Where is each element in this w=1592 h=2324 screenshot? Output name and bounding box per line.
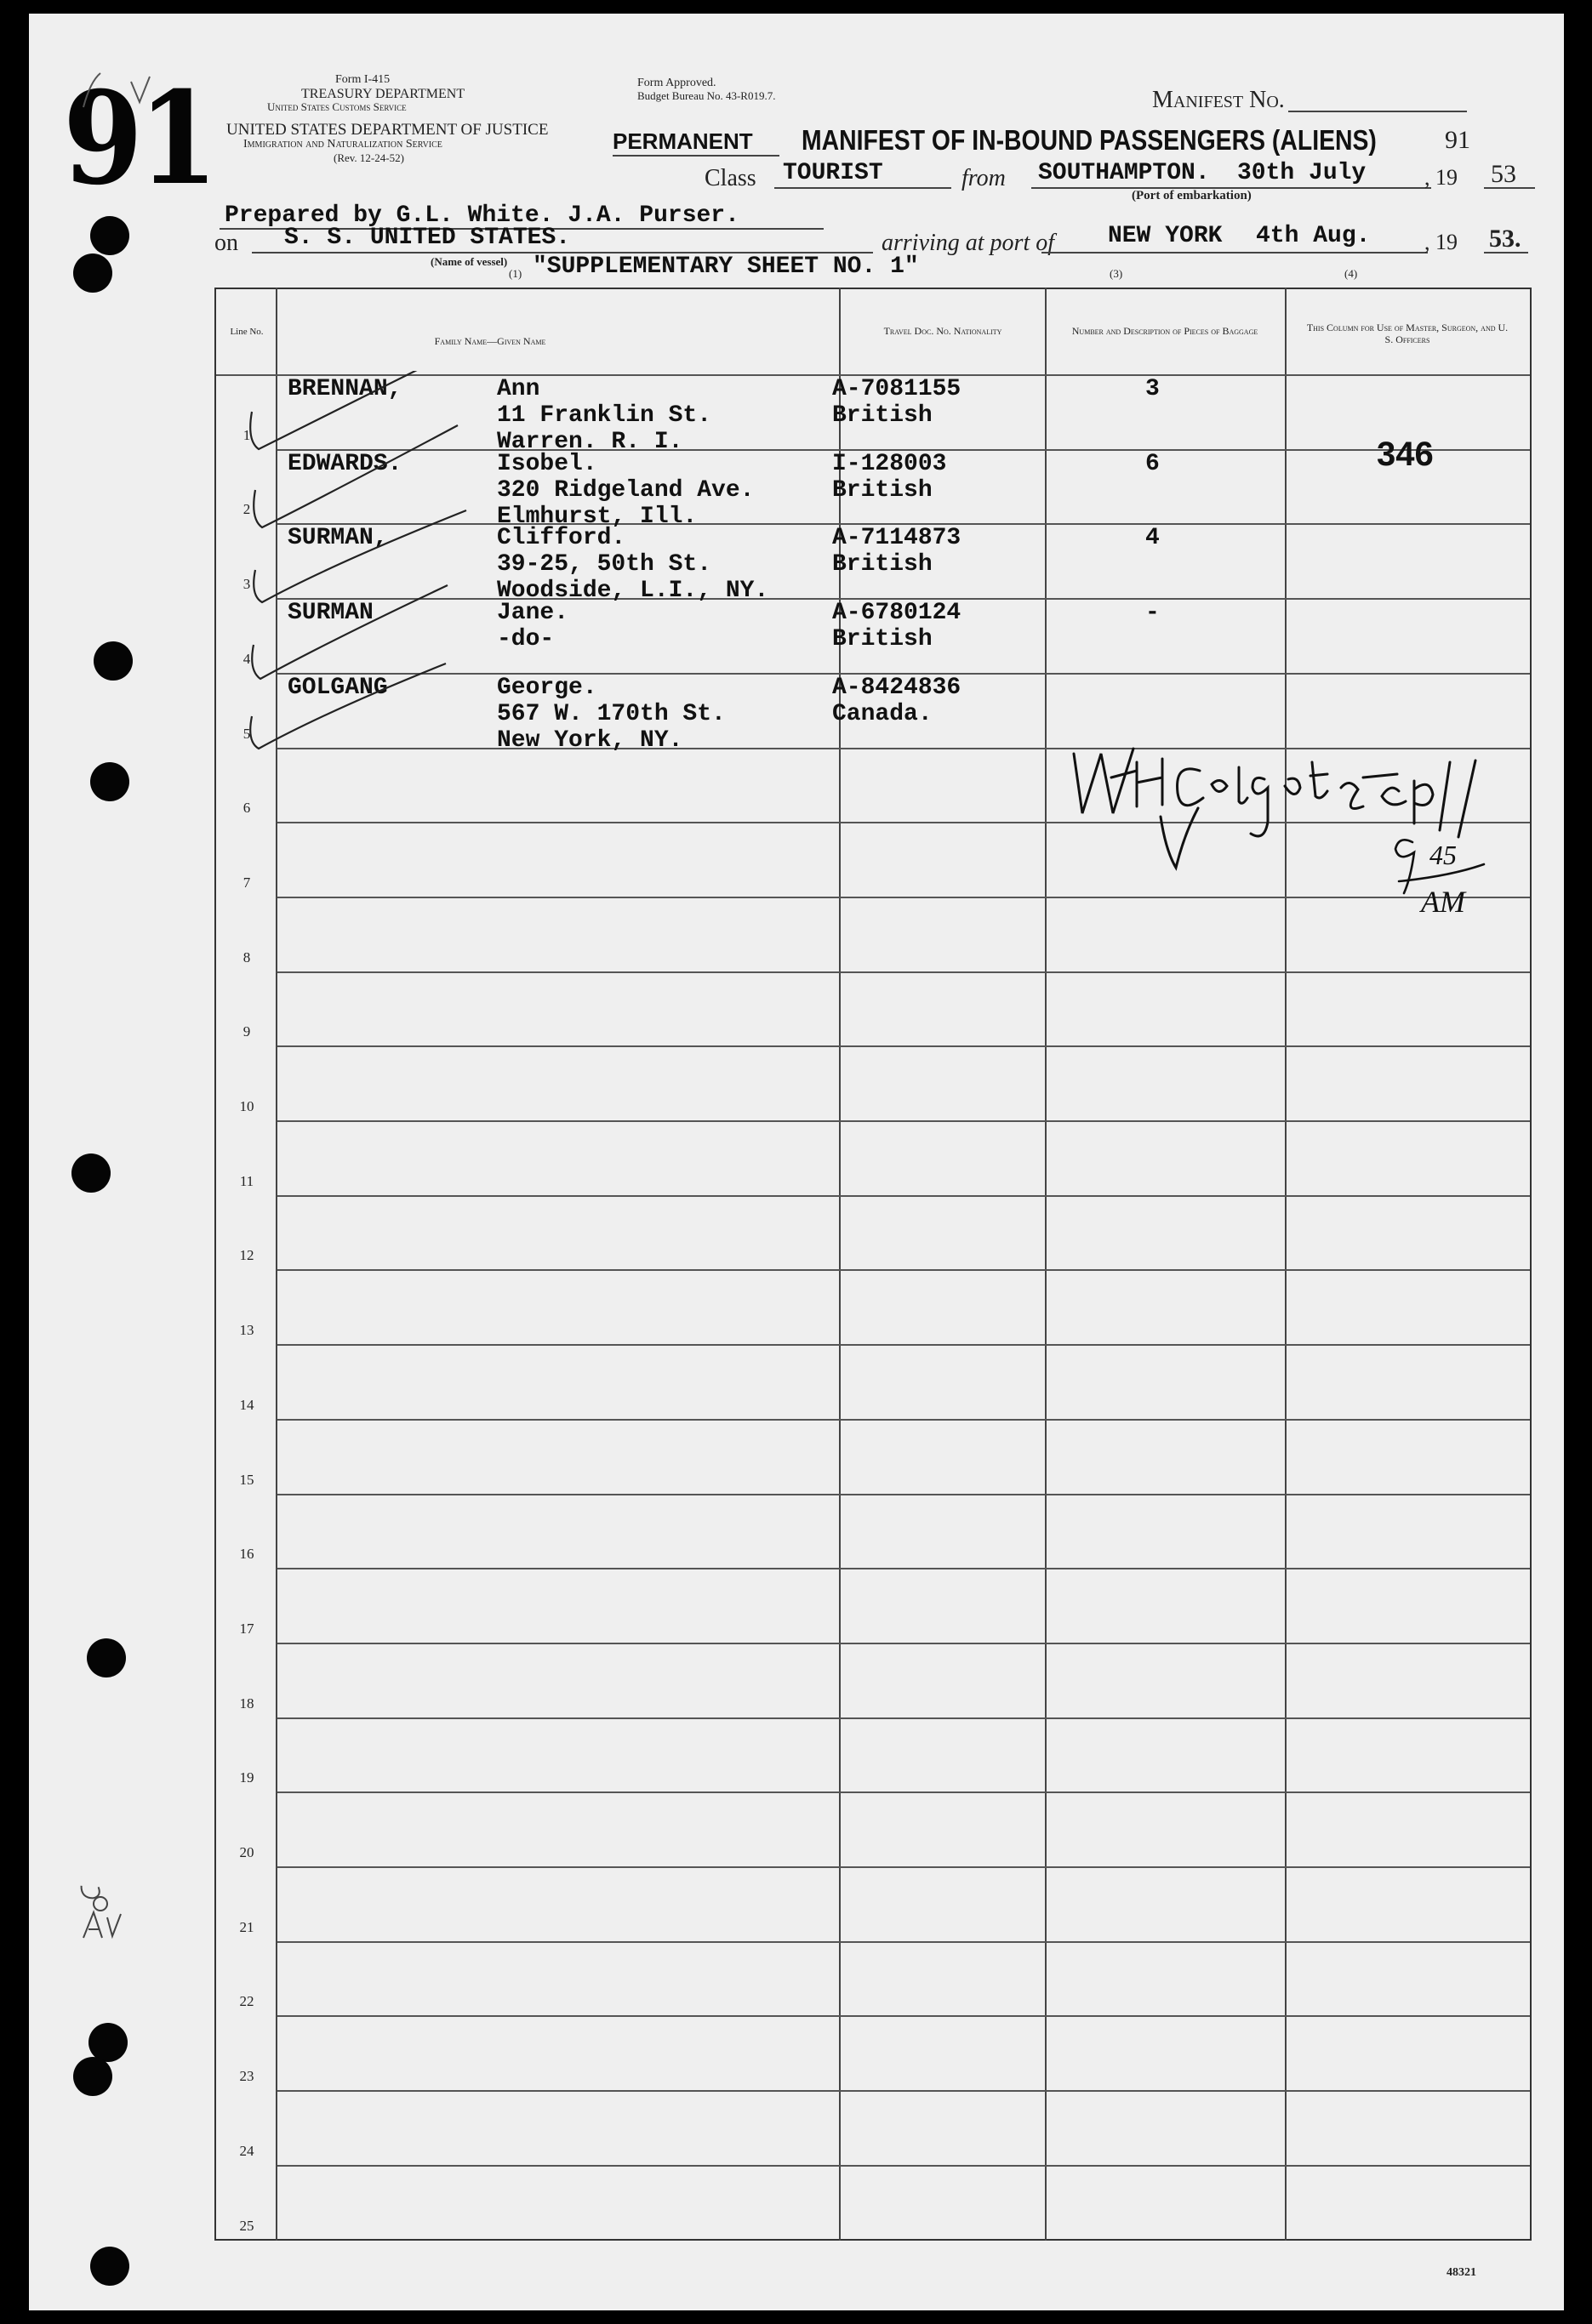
year-prefix: , 19 bbox=[1424, 165, 1458, 190]
row-number: 19 bbox=[239, 1769, 254, 1786]
title-number: 91 bbox=[1445, 126, 1470, 154]
passenger-nationality: Canada. bbox=[832, 700, 933, 727]
form-approved: Form Approved. bbox=[637, 77, 716, 89]
row-line bbox=[277, 1717, 1530, 1719]
row-line bbox=[277, 1568, 1530, 1569]
corner-marks bbox=[80, 65, 182, 116]
supplementary-sheet: "SUPPLEMENTARY SHEET NO. 1" bbox=[533, 253, 919, 280]
manifest-no-line bbox=[1288, 111, 1467, 112]
punch-hole bbox=[71, 1153, 111, 1193]
page-number-stamp: 91 bbox=[63, 64, 214, 214]
row-line bbox=[277, 1419, 1530, 1421]
arrival-date: 4th Aug. bbox=[1256, 223, 1371, 249]
row-number: 13 bbox=[239, 1322, 254, 1339]
from-label: from bbox=[961, 165, 1006, 191]
header-line-no: Line No. bbox=[230, 327, 264, 337]
punch-hole bbox=[73, 2057, 112, 2096]
row-line bbox=[277, 1120, 1530, 1122]
passenger-addr2: Elmhurst, Ill. bbox=[497, 503, 698, 530]
row-number: 9 bbox=[243, 1023, 251, 1040]
col3-marker: (3) bbox=[1110, 267, 1123, 280]
vessel-name: S. S. UNITED STATES. bbox=[284, 225, 571, 251]
row-line bbox=[277, 1941, 1530, 1943]
revision-label: (Rev. 12-24-52) bbox=[334, 151, 404, 164]
row-line bbox=[277, 1643, 1530, 1644]
passenger-addr2: Woodside, L.I., NY. bbox=[497, 578, 769, 605]
time-minutes: 45 bbox=[1429, 840, 1457, 870]
passenger-doc: A-6780124 bbox=[832, 600, 961, 627]
class-line bbox=[774, 187, 951, 189]
passenger-family: SURMAN, bbox=[288, 525, 388, 552]
row-number: 10 bbox=[239, 1098, 254, 1114]
row-line bbox=[277, 971, 1530, 973]
arrival-year: 53. bbox=[1489, 225, 1521, 253]
col1-marker: (1) bbox=[509, 267, 522, 280]
row-line bbox=[277, 1791, 1530, 1793]
passenger-doc: A-7114873 bbox=[832, 525, 961, 552]
port-caption: (Port of embarkation) bbox=[1132, 189, 1252, 202]
ins-label: Immigration and Naturalization Service bbox=[243, 138, 442, 151]
arriving-label: arriving at port of bbox=[882, 230, 1055, 256]
passenger-addr2: New York, NY. bbox=[497, 726, 683, 754]
row-number: 22 bbox=[239, 1993, 254, 2010]
class-label: Class bbox=[705, 165, 756, 191]
arrival-year-line bbox=[1484, 252, 1528, 253]
customs-label: United States Customs Service bbox=[267, 100, 407, 113]
row-line bbox=[277, 1045, 1530, 1047]
header-name: Family Name—Given Name bbox=[434, 335, 546, 347]
row-line bbox=[277, 1344, 1530, 1346]
punch-hole bbox=[73, 253, 112, 293]
passenger-doc: A-8424836 bbox=[832, 674, 961, 701]
passenger-family: BRENNAN, bbox=[288, 376, 402, 402]
class-value: TOURIST bbox=[783, 160, 883, 186]
passenger-family: EDWARDS. bbox=[288, 450, 402, 477]
passenger-nationality: British bbox=[832, 551, 933, 578]
row-number: 12 bbox=[239, 1247, 254, 1264]
row-number: 18 bbox=[239, 1695, 254, 1712]
row-number: 15 bbox=[239, 1471, 254, 1488]
time-ampm: AM bbox=[1421, 885, 1465, 919]
passenger-baggage: 6 bbox=[1145, 450, 1160, 477]
permanent-underline bbox=[613, 155, 779, 157]
row-number: 17 bbox=[239, 1620, 254, 1637]
passenger-family: GOLGANG bbox=[288, 674, 388, 701]
row-number: 1 bbox=[243, 426, 251, 443]
row-number: 23 bbox=[239, 2068, 254, 2085]
arrival-line bbox=[1041, 252, 1428, 253]
vessel-caption: (Name of vessel) bbox=[431, 255, 508, 268]
row-number: 11 bbox=[239, 1172, 254, 1189]
col-divider bbox=[1045, 288, 1047, 2241]
arrival-port: NEW YORK bbox=[1108, 223, 1223, 249]
row-number: 4 bbox=[243, 650, 251, 667]
col4-marker: (4) bbox=[1344, 267, 1358, 280]
row-line bbox=[277, 1269, 1530, 1271]
row-line bbox=[277, 2165, 1530, 2167]
passenger-baggage: - bbox=[1145, 600, 1160, 627]
row-number: 21 bbox=[239, 1918, 254, 1935]
punch-hole bbox=[87, 1638, 126, 1677]
row-number: 20 bbox=[239, 1844, 254, 1860]
manifest-sheet bbox=[29, 14, 1564, 2310]
treasury-label: TREASURY DEPARTMENT bbox=[301, 87, 465, 101]
passenger-nationality: British bbox=[832, 402, 933, 429]
passenger-addr2: Warren. R. I. bbox=[497, 429, 683, 455]
row-line bbox=[277, 1866, 1530, 1868]
punch-hole bbox=[90, 2247, 129, 2286]
punch-hole bbox=[90, 762, 129, 801]
inspector-signature bbox=[1041, 737, 1535, 941]
manifest-title: MANIFEST OF IN-BOUND PASSENGERS (ALIENS) bbox=[802, 124, 1377, 156]
prepared-by: Prepared by G.L. White. J.A. Purser. bbox=[225, 202, 739, 229]
embarkation-date: 30th July bbox=[1237, 160, 1367, 186]
passenger-addr1: 567 W. 170th St. bbox=[497, 700, 726, 727]
passenger-nationality: British bbox=[832, 476, 933, 504]
budget-bureau: Budget Bureau No. 43-R019.7. bbox=[637, 89, 776, 102]
row-number: 3 bbox=[243, 576, 251, 593]
header-officers: This Column for Use of Master, Surgeon, and U. S. Officers bbox=[1306, 322, 1509, 345]
passenger-doc: A-7081155 bbox=[832, 376, 961, 402]
row-number: 25 bbox=[239, 2217, 254, 2234]
passenger-given: Ann bbox=[497, 376, 540, 402]
passenger-family: SURMAN bbox=[288, 600, 374, 627]
manifest-no-label: Manifest No. bbox=[1152, 87, 1285, 113]
year-value: 53 bbox=[1491, 160, 1516, 188]
row-line bbox=[277, 1494, 1530, 1495]
row-number: 5 bbox=[243, 725, 251, 742]
check-marks bbox=[233, 371, 505, 762]
row-line bbox=[277, 1195, 1530, 1197]
passenger-addr1: 39-25, 50th St. bbox=[497, 551, 712, 578]
passenger-doc: I-128003 bbox=[832, 450, 947, 477]
passenger-given: George. bbox=[497, 674, 597, 701]
passenger-addr1: -do- bbox=[497, 626, 555, 653]
row-line bbox=[277, 2090, 1530, 2092]
justice-label: UNITED STATES DEPARTMENT OF JUSTICE bbox=[226, 121, 549, 139]
row-number: 14 bbox=[239, 1396, 254, 1413]
port-embarkation: SOUTHAMPTON. bbox=[1038, 160, 1210, 186]
col-divider bbox=[1285, 288, 1287, 2241]
permanent-label: PERMANENT bbox=[613, 128, 753, 154]
row-number: 7 bbox=[243, 874, 251, 891]
passenger-baggage: 4 bbox=[1145, 525, 1160, 552]
year-line bbox=[1484, 187, 1535, 189]
passenger-given: Clifford. bbox=[497, 525, 626, 552]
row-number: 2 bbox=[243, 501, 251, 518]
on-label: on bbox=[214, 230, 238, 256]
row-number: 24 bbox=[239, 2142, 254, 2159]
officer-number: 346 bbox=[1377, 436, 1434, 473]
header-travel-doc: Travel Doc. No. Nationality bbox=[883, 325, 1002, 337]
form-number: 48321 bbox=[1446, 2266, 1476, 2279]
margin-initials bbox=[71, 1860, 131, 1962]
col-divider bbox=[839, 288, 841, 2241]
passenger-addr1: 11 Franklin St. bbox=[497, 402, 712, 429]
row-line bbox=[277, 2015, 1530, 2017]
punch-hole bbox=[94, 641, 133, 681]
form-id: Form I-415 bbox=[335, 73, 391, 86]
passenger-given: Jane. bbox=[497, 600, 569, 627]
row-number: 16 bbox=[239, 1546, 254, 1563]
row-number: 8 bbox=[243, 948, 251, 965]
header-baggage: Number and Description of Pieces of Baggage bbox=[1071, 325, 1258, 337]
passenger-baggage: 3 bbox=[1145, 376, 1160, 402]
row-number: 6 bbox=[243, 800, 251, 817]
arrival-year-prefix: , 19 bbox=[1424, 230, 1458, 254]
punch-hole bbox=[90, 216, 129, 255]
passenger-nationality: British bbox=[832, 626, 933, 653]
passenger-addr1: 320 Ridgeland Ave. bbox=[497, 476, 755, 504]
passenger-given: Isobel. bbox=[497, 450, 597, 477]
